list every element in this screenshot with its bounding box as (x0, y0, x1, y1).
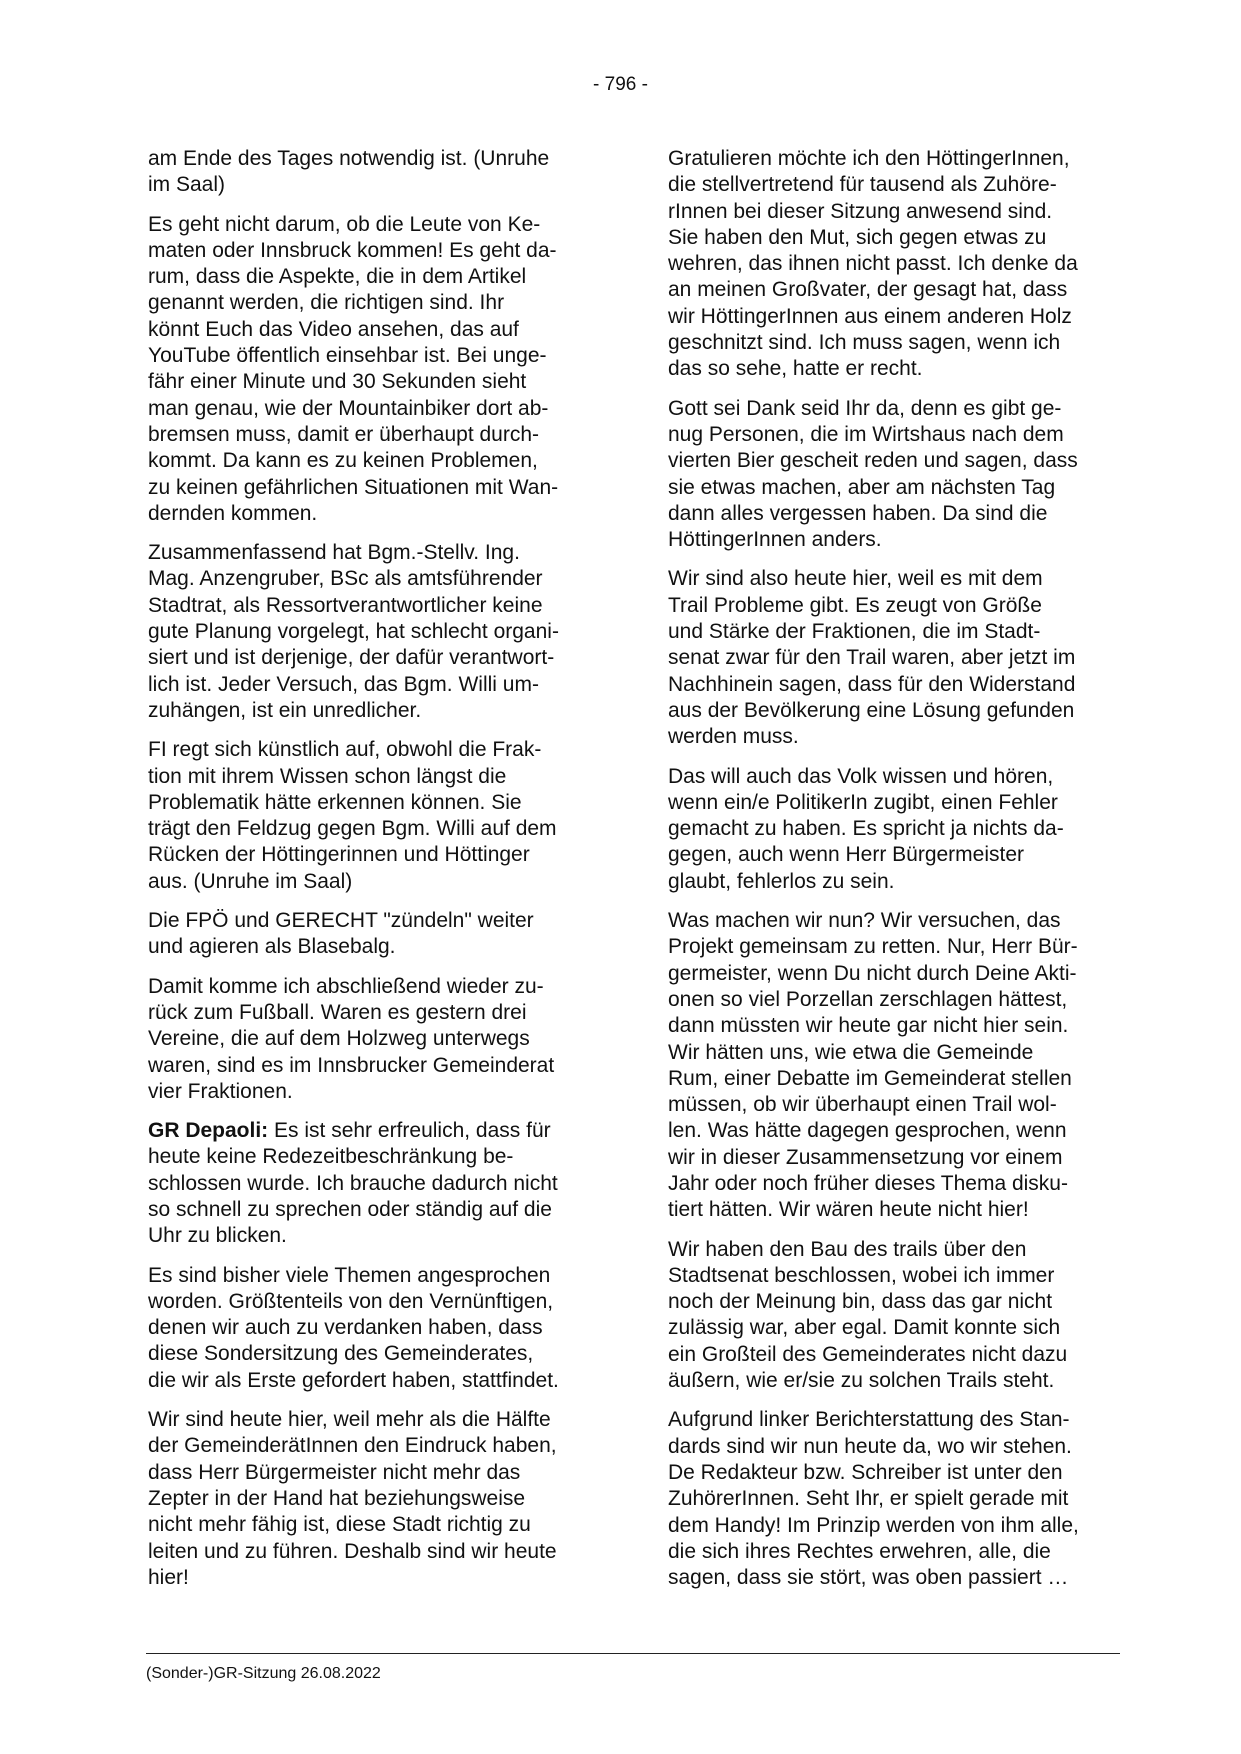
paragraph: Zusammenfassend hat Bgm.-Stellv. Ing. Mag. Anzengruber, BSc als amtsführender Stadtrat, als Ressortverantwortlicher keine gute Planung vorgelegt, hat schlecht organi- siert und ist derjenige, der dafür verantwort- lich ist. Jeder Versuch, das Bgm. Willi um- zuhängen, ist ein unredlicher. (148, 541, 559, 722)
paragraph: Damit komme ich abschließend wieder zu- rück zum Fußball. Waren es gestern drei Vereine, die auf dem Holzweg unterwegs waren, sind es im Innsbrucker Gemeinderat vier Fraktionen. (148, 974, 555, 1103)
footer-session-date: (Sonder-)GR-Sitzung 26.08.2022 (146, 1665, 381, 1682)
paragraph: FI regt sich künstlich auf, obwohl die Frak- tion mit ihrem Wissen schon längst die Problematik hätte erkennen können. Sie trägt den Feldzug gegen Bgm. Willi auf dem Rücken der Höttingerinnen und Höttinger aus. (Unruhe im Saal) (148, 738, 557, 893)
paragraph: Wir sind also heute hier, weil es mit dem Trail Probleme gibt. Es zeugt von Größe und Stärke der Fraktionen, die im Stadt- senat zwar für den Trail waren, aber jetzt im Nachhinein sagen, dass für den Widerstand aus der Bevölkerung eine Lösung gefunden werden muss. (668, 567, 1076, 749)
paragraph: Wir sind heute hier, weil mehr als die Hälfte der GemeinderätInnen den Eindruck haben, dass Herr Bürgermeister nicht mehr das Zepter in der Hand hat beziehungsweise nicht mehr fähig ist, diese Stadt richtig zu leiten und zu führen. Deshalb sind wir heute hier! (148, 1408, 557, 1589)
paragraph: Das will auch das Volk wissen und hören, wenn ein/e PolitikerIn zugibt, einen Fehler gemacht zu haben. Es spricht ja nichts da- gegen, auch wenn Herr Bürgermeister glaubt, fehlerlos zu sein. (668, 764, 1064, 893)
paragraph: Gratulieren möchte ich den HöttingerInnen, die stellvertretend für tausend als Zuhöre- rInnen bei dieser Sitzung anwesend sind. Sie haben den Mut, sich gegen etwas zu wehren, das ihnen nicht passt. Ich denke da an meinen Großvater, der gesagt hat, dass wir HöttingerInnen aus einem anderen Holz geschnitzt sind. Ich muss sagen, wenn ich das so sehe, hatte er recht. (668, 147, 1078, 381)
left-column (148, 146, 596, 1604)
paragraph: Die FPÖ und GERECHT "zündeln" weiter und agieren als Blasebalg. (148, 909, 534, 959)
speech-paragraph: GR Depaoli: Es ist sehr erfreulich, dass für heute keine Redezeitbeschränkung be- schlossen wurde. Ich brauche dadurch nicht so schnell zu sprechen oder ständig auf die Uhr zu blicken. (148, 1119, 558, 1248)
footer-divider (146, 1653, 1120, 1654)
paragraph: Was machen wir nun? Wir versuchen, das Projekt gemeinsam zu retten. Nur, Herr Bür- germeister, wenn Du nicht durch Deine Akti- onen so viel Porzellan zerschlagen hättest, dann müssten wir heute gar nicht hier sein. Wir hätten uns, wie etwa die Gemeinde Rum, einer Debatte im Gemeinderat stellen müssen, ob wir überhaupt einen Trail wol- len. Was hätte dagegen gesprochen, wenn wir in dieser Zusammensetzung vor einem Jahr oder noch früher dieses Thema disku- tiert hätten. Wir wären heute nicht hier! (668, 909, 1078, 1222)
paragraph: Es geht nicht darum, ob die Leute von Ke- maten oder Innsbruck kommen! Es geht da- rum, dass die Aspekte, die in dem Artikel genannt werden, die richtigen sind. Ihr könnt Euch das Video ansehen, das auf YouTube öffentlich einsehbar ist. Bei unge- fähr einer Minute und 30 Sekunden sieht man genau, wie der Mountainbiker dort ab- bremsen muss, damit er überhaupt durch- kommt. Da kann es zu keinen Problemen, zu keinen gefährlichen Situationen mit Wan- dernden kommen. (148, 212, 559, 525)
right-column (668, 146, 1128, 1604)
paragraph: am Ende des Tages notwendig ist. (Unruhe im Saal) (148, 147, 550, 197)
paragraph: Gott sei Dank seid Ihr da, denn es gibt ge- nug Personen, die im Wirtshaus nach dem vierten Bier gescheit reden und sagen, dass sie etwas machen, aber am nächsten Tag dann alles vergessen haben. Da sind die HöttingerInnen anders. (668, 396, 1078, 552)
page-number: - 796 - (593, 74, 648, 95)
speaker-name: GR Depaoli: (148, 1119, 269, 1143)
paragraph: Wir haben den Bau des trails über den Stadtsenat beschlossen, wobei ich immer noch der Meinung bin, dass das gar nicht zulässig war, aber egal. Damit konnte sich ein Großteil des Gemeinderates nicht dazu äußern, wie er/sie zu solchen Trails steht. (668, 1237, 1068, 1393)
paragraph: Es sind bisher viele Themen angesprochen worden. Größtenteils von den Vernünftigen, denen wir auch zu verdanken haben, dass diese Sondersitzung des Gemeinderates, die wir als Erste gefordert haben, stattfindet. (148, 1263, 559, 1392)
paragraph: Aufgrund linker Berichterstattung des Stan- dards sind wir nun heute da, wo wir stehen. De Redakteur bzw. Schreiber ist unter den ZuhörerInnen. Seht Ihr, er spielt gerade mit dem Handy! Im Prinzip werden von ihm alle, die sich ihres Rechtes erwehren, alle, die sagen, dass sie stört, was oben passiert … (668, 1408, 1079, 1590)
